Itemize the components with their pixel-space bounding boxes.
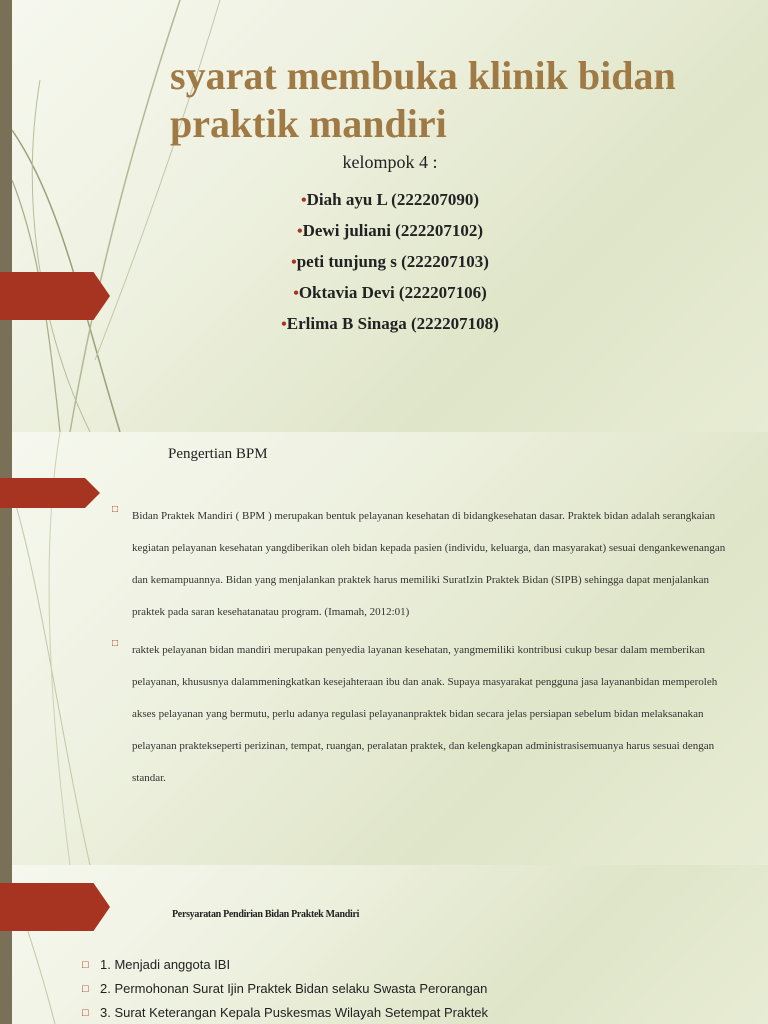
bullet-icon: • (281, 316, 287, 333)
member-item: •peti tunjung s (222207103) (291, 252, 489, 271)
slide-definition (0, 432, 768, 865)
section-heading: Persyaratan Pendirian Bidan Praktek Mandiri (172, 909, 360, 920)
member-item: •Erlima B Sinaga (222207108) (281, 314, 499, 333)
group-label: kelompok 4 : (342, 152, 438, 172)
member-item: •Diah ayu L (222207090) (301, 190, 479, 209)
slide-title (0, 0, 768, 432)
bullet-icon: □ (112, 504, 119, 515)
member-item: •Dewi juliani (222207102) (297, 221, 483, 240)
bullet-icon: • (293, 285, 299, 302)
requirements-list (82, 953, 742, 1024)
accent-arrow-tag (0, 883, 110, 931)
bullet-icon: □ (112, 638, 119, 649)
requirement-item: □ 1. Menjadi anggota IBI (82, 953, 742, 977)
presentation-title: syarat membuka klinik bidan praktik mandiri (170, 53, 676, 146)
paragraph-item: □ raktek pelayanan bidan mandiri merupakan penyedia layanan kesehatan, yangmemiliki kontribusi cukup besar dalam memberikan pelayanan, khususnya dalammeningkatkan kesejahteraan ibu dan anak. Supaya masyarakat pengguna jasa layananbidan memperoleh akses pelayanan yang bermutu, perlu adanya regulasi pelayananpraktek bidan secara jelas persiapan sebelum bidan melaksanakan pelayanan praktekseperti perizinan, tempat, ruangan, peralatan praktek, dan kelengkapan administrasisemuanya harus sesuai dengan standar. (112, 634, 732, 794)
bullet-icon: • (297, 223, 303, 240)
bullet-icon: □ (82, 1007, 89, 1019)
bullet-icon: □ (82, 959, 89, 971)
paragraph-list (112, 500, 732, 800)
member-item: •Oktavia Devi (222207106) (293, 283, 487, 302)
bullet-icon: □ (82, 983, 89, 995)
bullet-icon: • (291, 254, 297, 271)
accent-arrow-tag (0, 272, 110, 320)
requirement-item: □ 3. Surat Keterangan Kepala Puskesmas Wilayah Setempat Praktek (82, 1001, 742, 1024)
bullet-icon: • (301, 192, 307, 209)
slide-requirements (0, 865, 768, 1024)
section-heading: Pengertian BPM (168, 446, 268, 462)
left-accent-bar (0, 0, 12, 432)
requirement-item: □ 2. Permohonan Surat Ijin Praktek Bidan selaku Swasta Perorangan (82, 977, 742, 1001)
member-list (180, 184, 600, 339)
accent-arrow-tag (0, 478, 100, 508)
paragraph-item: □ Bidan Praktek Mandiri ( BPM ) merupakan bentuk pelayanan kesehatan di bidangkesehatan dasar. Praktek bidan adalah serangkaian kegiatan pelayanan kesehatan yangdiberikan oleh bidan kepada pasien (individu, keluarga, dan masyarakat) sesuai dengankewenangan dan kemampuannya. Bidan yang menjalankan praktek harus memiliki SuratIzin Praktek Bidan (SIPB) sehingga dapat menjalankan praktek pada saran kesehatanatau program. (Imamah, 2012:01) (112, 500, 732, 628)
